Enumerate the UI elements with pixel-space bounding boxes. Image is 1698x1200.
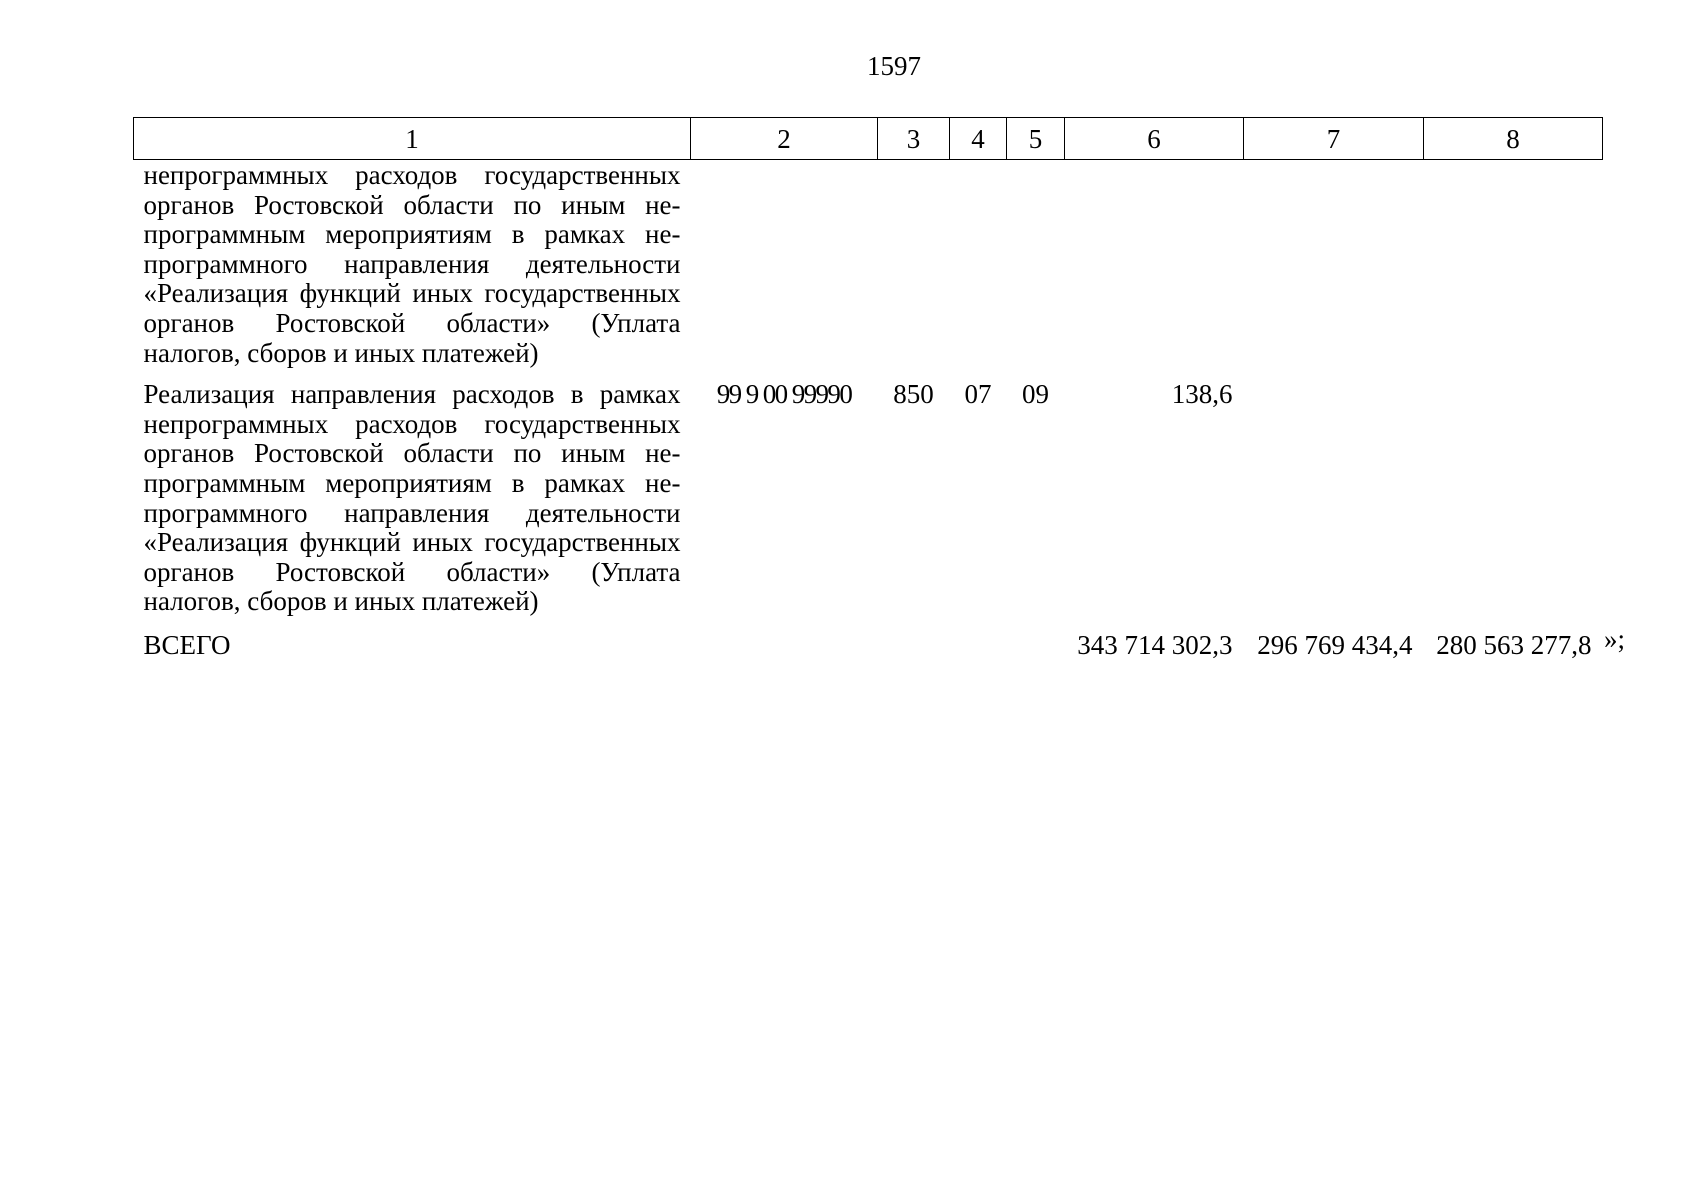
row-description: непрограммных расходов государственных органов Ростовской области по иным непрограммным мероприятиям в рамках непрограммного направления деятельности «Реализация функций иных государственных органов Ростовской области» (Уплата налогов, сборов и иных платежей) (143, 160, 681, 368)
total-year-1: 343 714 302,3 (1077, 629, 1233, 660)
empty-cell (950, 629, 1007, 673)
column-header: 8 (1424, 118, 1603, 160)
closing-quote-mark: »; (1604, 624, 1626, 654)
column-header: 4 (950, 118, 1007, 160)
column-header: 7 (1244, 118, 1424, 160)
empty-cell (1007, 629, 1065, 673)
empty-cell (691, 629, 878, 673)
amount-year-3 (1424, 380, 1603, 629)
row-description: Реализация направления расходов в рамках непрограммных расходов государственных органов Ростовской области по иным непрограммным мероприятиям в рамках непрограммного направления деятельности «Реализация функций иных государственных органов Ростовской области» (Уплата налогов, сборов и иных платежей) (143, 379, 681, 617)
column-header: 1 (134, 118, 691, 160)
subsection-code: 09 (1022, 379, 1049, 410)
section-code: 07 (964, 379, 992, 410)
total-year-2: 296 769 434,4 (1257, 629, 1413, 660)
table-row (134, 380, 1603, 629)
expense-type-code (878, 160, 950, 381)
column-header: 5 (1007, 118, 1065, 160)
total-row (134, 629, 1603, 673)
page-number: 1597 (867, 51, 921, 81)
amount-year-2 (1244, 160, 1424, 381)
table-row (134, 160, 1603, 381)
total-label: ВСЕГО (143, 629, 231, 660)
subsection-code (1007, 160, 1065, 381)
budget-table (133, 117, 1603, 673)
amount-year-1 (1065, 160, 1244, 381)
section-code (950, 160, 1007, 381)
column-header: 2 (691, 118, 878, 160)
total-year-3: 280 563 277,8 (1436, 629, 1592, 660)
amount-year-2 (1244, 380, 1424, 629)
target-article-code: 99 9 00 99990 (716, 379, 852, 410)
column-header: 6 (1065, 118, 1244, 160)
amount-year-1: 138,6 (1171, 379, 1233, 410)
target-article-code (691, 160, 878, 381)
expense-type-code: 850 (893, 379, 934, 410)
column-header: 3 (878, 118, 950, 160)
empty-cell (878, 629, 950, 673)
amount-year-3 (1424, 160, 1603, 381)
column-number-row (134, 118, 1603, 160)
